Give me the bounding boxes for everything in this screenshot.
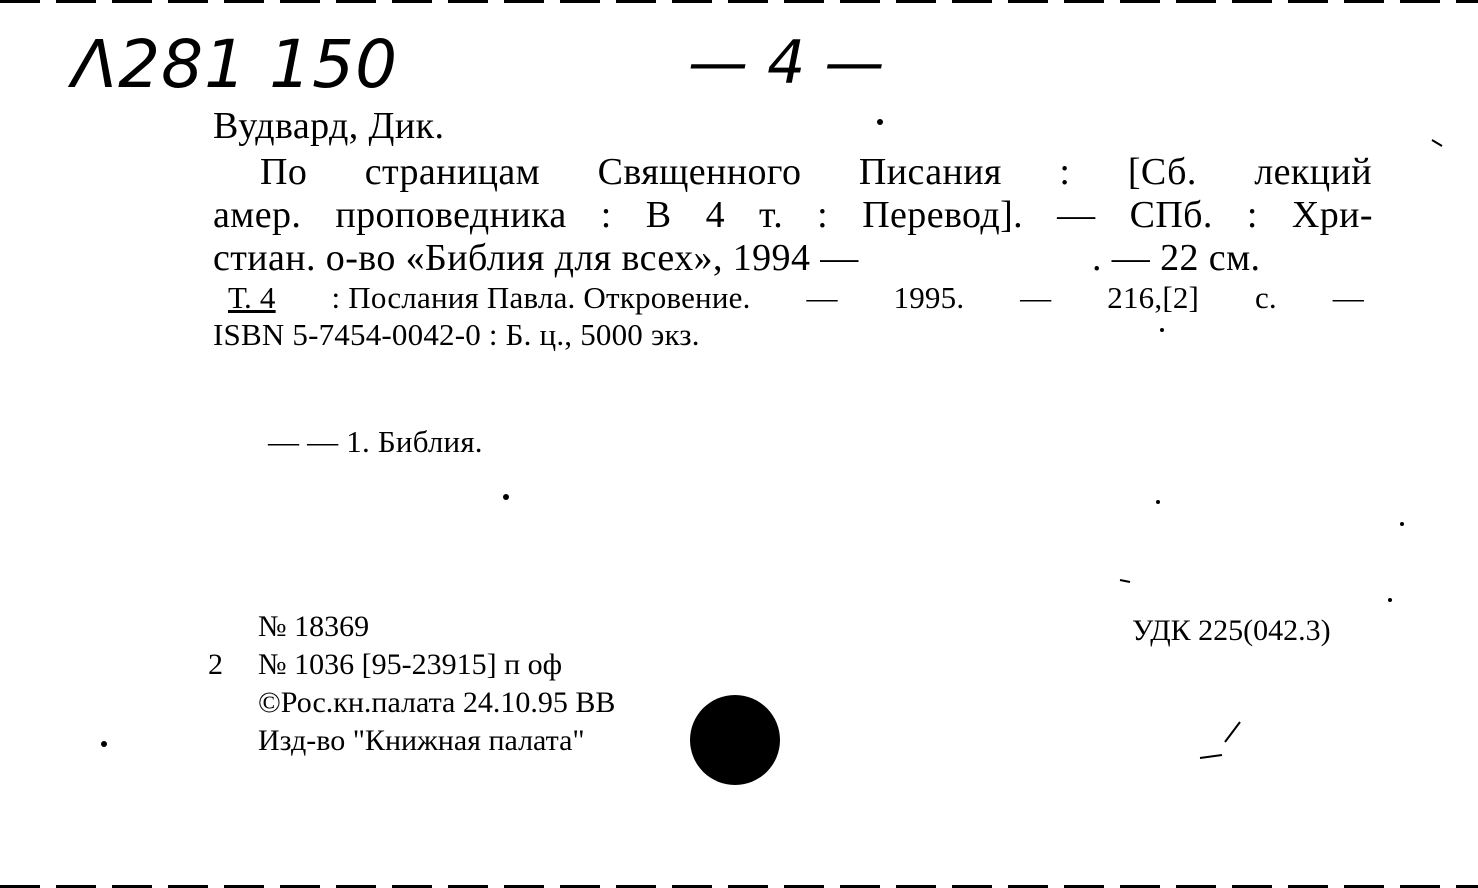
title-word: : [817,194,829,236]
card-number-2-index: 2 [208,648,223,681]
title-word: : [1059,151,1071,193]
volume-label: Т. 4 [228,280,276,315]
volume-text: 216,[2] [1107,280,1200,315]
title-word: СПб. [1129,194,1213,236]
handwritten-page-number: — 4 — [688,28,885,98]
title-word: амер. [213,194,302,236]
title-word: Священного [597,151,802,193]
title-word: Писания [858,151,1002,193]
title-word: проповедника [335,194,567,236]
title-word: 4 [705,194,725,236]
copyright-line: ©Рос.кн.палата 24.10.95 ВВ [258,686,616,719]
volume-text: — [1020,280,1052,315]
volume-text: с. [1254,280,1277,315]
title-word: страницам [364,151,541,193]
volume-line-2: ISBN 5-7454-0042-0 : Б. ц., 5000 экз. [213,317,700,352]
volume-text: — [1332,280,1364,315]
title-word: — [1057,194,1096,236]
publisher-line: Изд-во "Книжная палата" [258,724,585,757]
subject-heading: — — 1. Библия. [268,424,483,459]
card-number-1: № 18369 [258,610,370,643]
title-word: Перевод]. [862,194,1024,236]
card-number-2: № 1036 [95-23915] п оф [258,648,563,681]
udk-code: УДК 225(042.3) [1132,614,1331,647]
volume-text: 1995. [893,280,965,315]
title-word: : [600,194,612,236]
handwritten-call-number: Λ281 150 [72,26,399,103]
title-word: [Сб. [1127,151,1197,193]
title-line-3: стиан. о-во «Библия для всех», 1994 — [213,237,859,279]
title-word: По [260,151,308,193]
title-word: т. [759,194,784,236]
title-word: Хри- [1291,194,1373,236]
volume-text: : Послания Павла. Откровение. [331,280,751,315]
title-word: : [1246,194,1258,236]
volume-text: — [806,280,838,315]
title-word: лекций [1254,151,1372,193]
title-line-3-end: . — 22 см. [1092,237,1261,279]
title-word: В [645,194,672,236]
author-heading: Вудвард, Дик. [213,105,445,147]
